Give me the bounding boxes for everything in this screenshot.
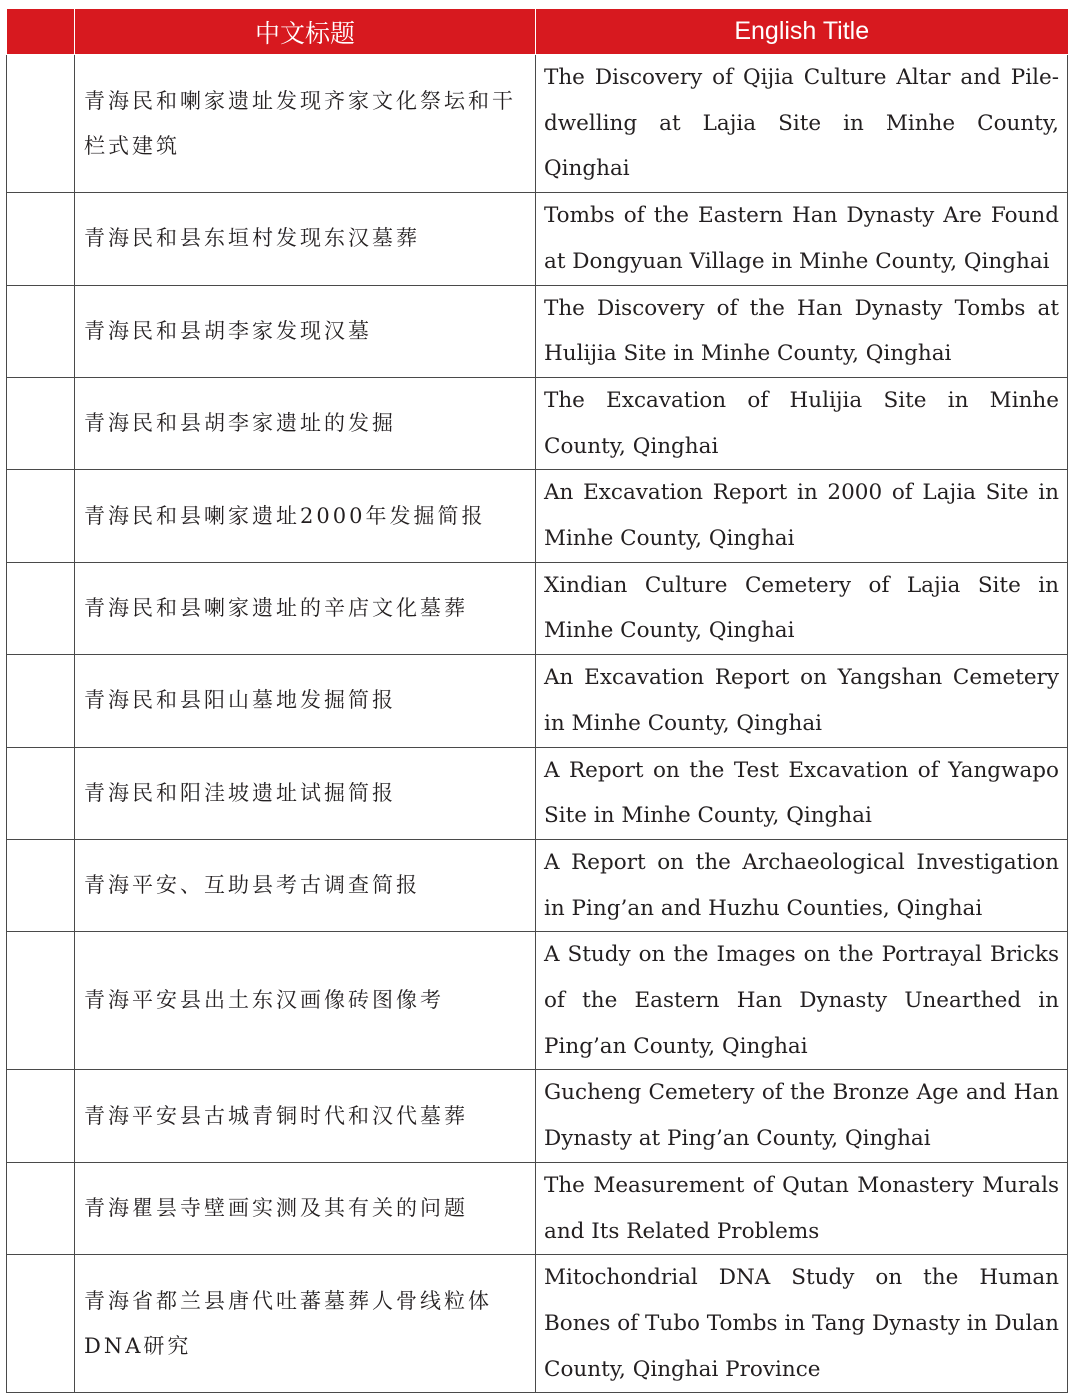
english-title: The Excavation of Hulijia Site in Minhe County, Qinghai (536, 377, 1068, 469)
chinese-title: 青海省都兰县唐代吐蕃墓葬人骨线粒体DNA研究 (75, 1255, 536, 1393)
english-title: The Measurement of Qutan Monastery Murals and Its Related Problems (536, 1162, 1068, 1254)
table-row (7, 1162, 1068, 1254)
chinese-title: 青海瞿昙寺壁画实测及其有关的问题 (75, 1162, 536, 1254)
row-number (7, 655, 75, 747)
table-row (7, 747, 1068, 839)
chinese-title: 青海民和阳洼坡遗址试掘简报 (75, 747, 536, 839)
chinese-title: 青海平安县出土东汉画像砖图像考 (75, 932, 536, 1070)
english-title: An Excavation Report on Yangshan Cemetery in Minhe County, Qinghai (536, 655, 1068, 747)
chinese-title: 青海民和县东垣村发现东汉墓葬 (75, 193, 536, 285)
header-english-title: English Title (536, 9, 1068, 55)
row-number (7, 839, 75, 931)
chinese-title: 青海平安县古城青铜时代和汉代墓葬 (75, 1070, 536, 1162)
table-row (7, 932, 1068, 1070)
english-title: Tombs of the Eastern Han Dynasty Are Found at Dongyuan Village in Minhe County, Qinghai (536, 193, 1068, 285)
chinese-title: 青海民和县喇家遗址的辛店文化墓葬 (75, 562, 536, 654)
row-number (7, 55, 75, 193)
english-title: Mitochondrial DNA Study on the Human Bones of Tubo Tombs in Tang Dynasty in Dulan County, Qinghai Province (536, 1255, 1068, 1393)
row-number (7, 470, 75, 562)
row-number (7, 1162, 75, 1254)
english-title: A Report on the Archaeological Investigation in Ping’an and Huzhu Counties, Qinghai (536, 839, 1068, 931)
english-title: An Excavation Report in 2000 of Lajia Site in Minhe County, Qinghai (536, 470, 1068, 562)
english-title: Gucheng Cemetery of the Bronze Age and Han Dynasty at Ping’an County, Qinghai (536, 1070, 1068, 1162)
english-title: A Report on the Test Excavation of Yangwapo Site in Minhe County, Qinghai (536, 747, 1068, 839)
table-row (7, 1070, 1068, 1162)
table-row (7, 562, 1068, 654)
header-number-column (7, 9, 75, 55)
table-row (7, 285, 1068, 377)
row-number (7, 377, 75, 469)
chinese-title: 青海民和县胡李家遗址的发掘 (75, 377, 536, 469)
chinese-title: 青海民和县阳山墓地发掘简报 (75, 655, 536, 747)
header-chinese-title: 中文标题 (75, 9, 536, 55)
chinese-title: 青海民和县胡李家发现汉墓 (75, 285, 536, 377)
table-header-row (7, 9, 1068, 55)
table-row (7, 470, 1068, 562)
row-number (7, 1070, 75, 1162)
table-row (7, 1255, 1068, 1393)
english-title: The Discovery of Qijia Culture Altar and Pile-dwelling at Lajia Site in Minhe County, Qinghai (536, 55, 1068, 193)
row-number (7, 285, 75, 377)
row-number (7, 1255, 75, 1393)
english-title: A Study on the Images on the Portrayal Bricks of the Eastern Han Dynasty Unearthed in Ping’an County, Qinghai (536, 932, 1068, 1070)
row-number (7, 193, 75, 285)
bilingual-title-table (6, 9, 1068, 1393)
english-title: Xindian Culture Cemetery of Lajia Site in Minhe County, Qinghai (536, 562, 1068, 654)
chinese-title: 青海平安、互助县考古调查简报 (75, 839, 536, 931)
row-number (7, 562, 75, 654)
table-row (7, 655, 1068, 747)
chinese-title: 青海民和喇家遗址发现齐家文化祭坛和干栏式建筑 (75, 55, 536, 193)
row-number (7, 932, 75, 1070)
english-title: The Discovery of the Han Dynasty Tombs at Hulijia Site in Minhe County, Qinghai (536, 285, 1068, 377)
table-row (7, 55, 1068, 193)
row-number (7, 747, 75, 839)
table-row (7, 193, 1068, 285)
table-row (7, 377, 1068, 469)
table-row (7, 839, 1068, 931)
chinese-title: 青海民和县喇家遗址2000年发掘简报 (75, 470, 536, 562)
